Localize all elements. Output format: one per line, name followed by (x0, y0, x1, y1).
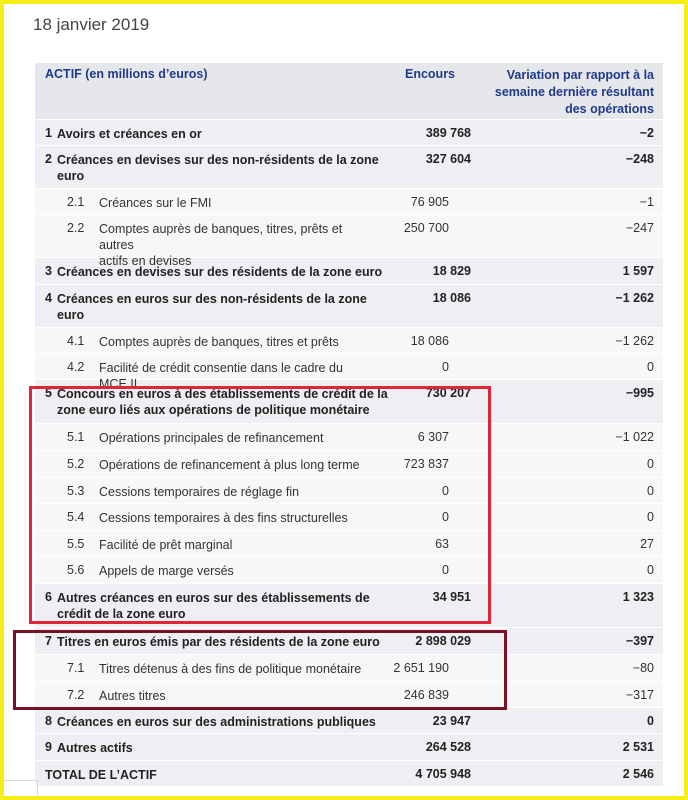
row-encours: 0 (442, 360, 449, 374)
row-variation: −1 (639, 195, 654, 209)
row-label-line: Créances en devises sur des non-résidents de la zone (57, 153, 379, 167)
row-encours: 76 905 (410, 195, 449, 209)
row-variation: 0 (647, 360, 654, 374)
row-variation: −247 (625, 221, 654, 235)
row-number: 8 (45, 714, 52, 728)
row-number: 7 (45, 634, 52, 648)
row-label (99, 457, 373, 473)
row-label (99, 661, 373, 677)
row-variation: 27 (640, 537, 654, 551)
row-encours: 0 (442, 563, 449, 577)
row-encours: 18 829 (432, 264, 471, 278)
table-row (35, 503, 663, 530)
row-number: 2.2 (67, 221, 85, 235)
row-variation: 0 (647, 484, 654, 498)
row-variation: 2 531 (622, 740, 654, 754)
row-variation: −248 (625, 152, 654, 166)
table-body (35, 119, 663, 760)
row-encours: 0 (442, 484, 449, 498)
header-actif: ACTIF (en millions d’euros) (45, 67, 208, 81)
row-number: 5.4 (67, 510, 85, 524)
row-label (99, 195, 373, 211)
row-encours: 327 604 (425, 152, 471, 166)
row-encours: 2 651 190 (393, 661, 449, 675)
row-label-line: Autres titres (99, 689, 166, 703)
row-label-line: Titres détenus à des fins de politique monétaire (99, 662, 362, 676)
table-row (35, 556, 663, 583)
row-number: 4.1 (67, 334, 85, 348)
row-label (57, 291, 395, 323)
row-variation: −317 (625, 688, 654, 702)
table-row (35, 583, 663, 627)
row-encours: 63 (435, 537, 449, 551)
row-label (57, 740, 395, 756)
total-encours: 4 705 948 (415, 767, 471, 781)
row-label-line: Créances en devises sur des résidents de la zone euro (57, 265, 383, 279)
table-row (35, 654, 663, 681)
row-encours: 0 (442, 510, 449, 524)
row-encours: 389 768 (425, 126, 471, 140)
row-label-line: euro (57, 169, 85, 183)
row-label-line: euro (57, 308, 85, 322)
table-row (35, 379, 663, 423)
row-number: 5.3 (67, 484, 85, 498)
row-label (99, 537, 373, 553)
row-encours: 34 951 (432, 590, 471, 604)
row-number: 5.2 (67, 457, 85, 471)
row-number: 9 (45, 740, 52, 754)
row-label (57, 152, 395, 184)
row-label-line: Facilité de prêt marginal (99, 538, 233, 552)
table-row (35, 477, 663, 503)
corner-tab (4, 780, 38, 796)
table-row (35, 214, 663, 268)
row-label (57, 386, 395, 418)
row-variation: −1 262 (615, 334, 654, 348)
row-label-line: zone euro liés aux opérations de politique monétaire (57, 403, 370, 417)
row-label-line: Comptes auprès de banques, titres et prêts (99, 335, 339, 349)
row-label-line: Comptes auprès de banques, titres, prêts et autres (99, 222, 343, 252)
table-header (35, 63, 663, 119)
row-number: 6 (45, 590, 52, 604)
row-label (57, 714, 395, 730)
row-variation: 0 (647, 457, 654, 471)
row-label-line: Créances sur le FMI (99, 196, 212, 210)
row-number: 7.1 (67, 661, 85, 675)
row-number: 4.2 (67, 360, 85, 374)
row-number: 2 (45, 152, 52, 166)
row-number: 1 (45, 126, 52, 140)
total-row (35, 760, 663, 786)
table-row (35, 284, 663, 327)
row-label-line: Facilité de crédit consentie dans le cadre du MCE II (99, 361, 343, 391)
row-label (57, 590, 395, 622)
row-number: 5 (45, 386, 52, 400)
row-variation: −2 (639, 126, 654, 140)
row-variation: −397 (625, 634, 654, 648)
table-row (35, 530, 663, 556)
row-variation: −80 (632, 661, 654, 675)
balance-sheet-table (35, 63, 663, 786)
row-label-line: Concours en euros à des établissements de crédit de la (57, 387, 388, 401)
header-variation: Variation par rapport à la semaine dernière résultant des opérations (494, 68, 654, 116)
row-number: 5.6 (67, 563, 85, 577)
row-label (99, 484, 373, 500)
row-label (57, 634, 395, 650)
row-label-line: crédit de la zone euro (57, 607, 186, 621)
row-number: 7.2 (67, 688, 85, 702)
row-label-line: Autres actifs (57, 741, 133, 755)
table-row (35, 681, 663, 707)
total-label: TOTAL DE L’ACTIF (45, 768, 157, 782)
row-number: 5.1 (67, 430, 85, 444)
table-row (35, 733, 663, 760)
table-row (35, 119, 663, 145)
row-variation: 0 (647, 510, 654, 524)
table-row (35, 353, 663, 391)
total-variation: 2 546 (622, 767, 654, 781)
row-variation: −1 022 (615, 430, 654, 444)
header-encours: Encours (405, 67, 456, 81)
row-encours: 2 898 029 (415, 634, 471, 648)
row-number: 2.1 (67, 195, 85, 209)
row-encours: 250 700 (403, 221, 449, 235)
table-row (35, 423, 663, 450)
row-number: 4 (45, 291, 52, 305)
row-label-line: actifs en devises (99, 254, 192, 268)
row-label (57, 264, 395, 280)
row-encours: 18 086 (432, 291, 471, 305)
row-label-line: Opérations de refinancement à plus long terme (99, 458, 360, 472)
page-date: 18 janvier 2019 (33, 15, 150, 34)
row-encours: 264 528 (425, 740, 471, 754)
row-variation: −1 262 (615, 291, 654, 305)
row-label-line: Appels de marge versés (99, 564, 234, 578)
row-label (99, 688, 373, 704)
row-encours: 730 207 (425, 386, 471, 400)
row-variation: 1 323 (622, 590, 654, 604)
row-encours: 6 307 (417, 430, 449, 444)
row-encours: 246 839 (403, 688, 449, 702)
row-label (99, 510, 373, 526)
row-encours: 18 086 (410, 334, 449, 348)
row-variation: 0 (647, 563, 654, 577)
row-label (99, 221, 373, 269)
table-row (35, 188, 663, 214)
table-row (35, 707, 663, 733)
row-label (99, 563, 373, 579)
row-label (99, 334, 373, 350)
row-label-line: Cessions temporaires à des fins structurelles (99, 511, 348, 525)
row-number: 5.5 (67, 537, 85, 551)
table-row (35, 145, 663, 188)
row-number: 3 (45, 264, 52, 278)
row-variation: 0 (647, 714, 654, 728)
row-label (99, 430, 373, 446)
row-encours: 23 947 (432, 714, 471, 728)
table-row (35, 450, 663, 477)
table-row (35, 627, 663, 654)
row-label-line: Autres créances en euros sur des établissements de (57, 591, 370, 605)
row-encours: 723 837 (403, 457, 449, 471)
row-label-line: Créances en euros sur des administrations publiques (57, 715, 376, 729)
row-variation: −995 (625, 386, 654, 400)
row-label (57, 126, 395, 142)
row-label-line: Titres en euros émis par des résidents de la zone euro (57, 635, 380, 649)
row-label-line: Créances en euros sur des non-résidents de la zone (57, 292, 367, 306)
table-row (35, 327, 663, 353)
row-variation: 1 597 (622, 264, 654, 278)
row-label-line: Cessions temporaires de réglage fin (99, 485, 300, 499)
row-label-line: Opérations principales de refinancement (99, 431, 324, 445)
row-label-line: Avoirs et créances en or (57, 127, 202, 141)
